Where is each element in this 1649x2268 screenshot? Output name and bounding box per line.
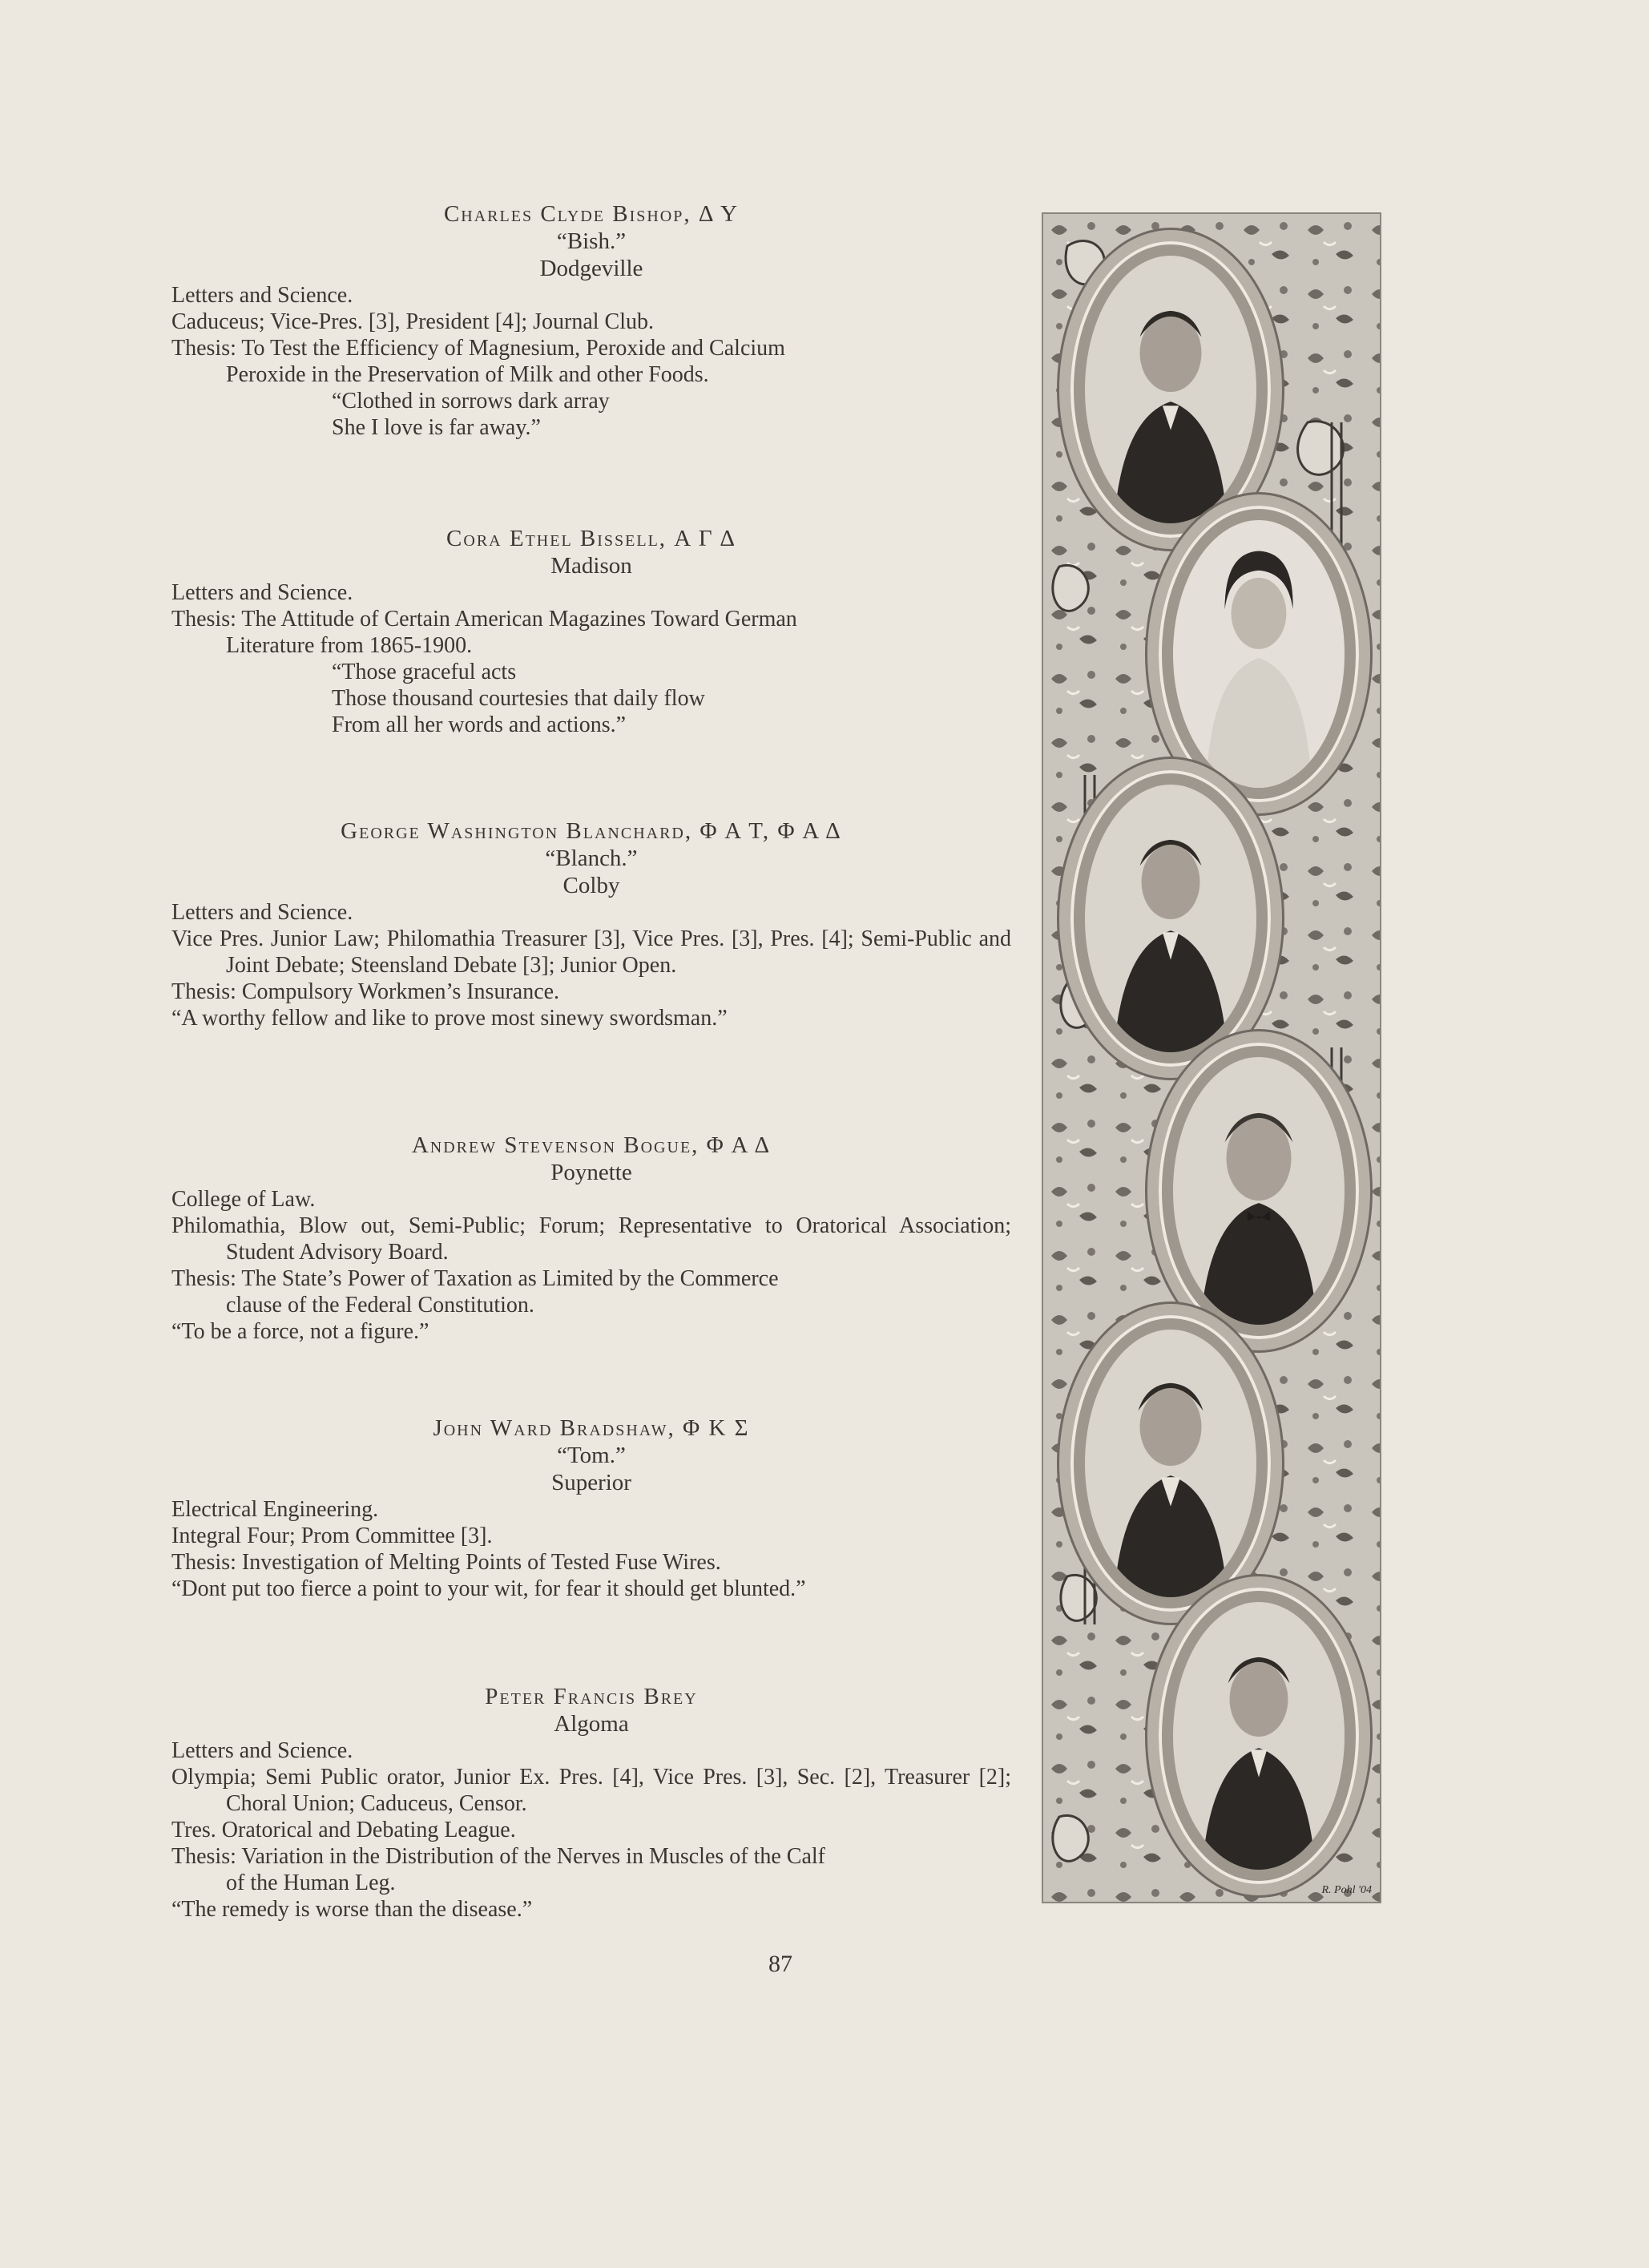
entry-name: George Washington Blanchard, Φ Α Τ, Φ Α Δ xyxy=(341,818,842,844)
entry-quote: “To be a force, not a figure.” xyxy=(171,1319,429,1344)
entry-thesis-cont: Peroxide in the Preservation of Milk and other Foods. xyxy=(226,362,709,387)
entry-hometown: Superior xyxy=(551,1470,631,1495)
entry-college: Electrical Engineering. xyxy=(171,1497,379,1522)
entry-hometown: Poynette xyxy=(550,1160,632,1185)
entry-college: College of Law. xyxy=(171,1187,316,1212)
portrait-brey xyxy=(1147,1576,1370,1895)
portrait-woman-icon xyxy=(1173,520,1345,788)
entry-activities: Philomathia, Blow out, Semi-Public; Forum; Representative to Oratorical Association; Student Advisory Board. xyxy=(171,1213,1011,1265)
entry-activities: Caduceus; Vice-Pres. [3], President [4]; Journal Club. xyxy=(171,309,655,334)
entry-hometown: Colby xyxy=(562,873,620,898)
portrait-man-icon xyxy=(1085,785,1256,1052)
portrait-man-icon xyxy=(1085,256,1256,523)
entry-thesis-cont: of the Human Leg. xyxy=(226,1870,396,1895)
entry-quote: She I love is far away.” xyxy=(332,415,541,440)
entry-quote: “Those graceful acts xyxy=(332,660,517,684)
entry-hometown: Dodgeville xyxy=(539,256,643,281)
entry-quote: From all her words and actions.” xyxy=(332,712,627,737)
entry-activities: Vice Pres. Junior Law; Philomathia Treasurer [3], Vice Pres. [3], Pres. [4]; Semi-Public and Joint Debate; Steensland Debate [3]; Junior Open. xyxy=(171,926,1011,978)
entry-activities: Olympia; Semi Public orator, Junior Ex. Pres. [4], Vice Pres. [3], Sec. [2], Treasurer [2]; Choral Union; Caduceus, Censor. xyxy=(171,1765,1011,1816)
portrait-bogue xyxy=(1147,1031,1370,1350)
entry-thesis: Thesis: The State’s Power of Taxation as Limited by the Commerce xyxy=(171,1266,779,1291)
entry-bishop xyxy=(171,200,1011,441)
entry-bogue xyxy=(171,1132,1011,1345)
artist-signature: R. Pohl '04 xyxy=(1321,1884,1372,1896)
portrait-ornament-strip xyxy=(1042,212,1381,1903)
entry-thesis: Thesis: Investigation of Melting Points of Tested Fuse Wires. xyxy=(171,1550,721,1575)
entry-name: Cora Ethel Bissell, Α Γ Δ xyxy=(446,526,736,551)
entry-activities: Integral Four; Prom Committee [3]. xyxy=(171,1523,493,1548)
entry-quote: “Dont put too fierce a point to your wit, for fear it should get blunted.” xyxy=(171,1576,806,1601)
entry-brey xyxy=(171,1683,1011,1923)
entry-bradshaw xyxy=(171,1414,1011,1602)
entry-name: Charles Clyde Bishop, Δ Υ xyxy=(443,201,740,227)
entry-college: Letters and Science. xyxy=(171,283,353,308)
entry-thesis: Thesis: Compulsory Workmen’s Insurance. xyxy=(171,979,560,1004)
entry-college: Letters and Science. xyxy=(171,1738,353,1763)
entry-blanchard xyxy=(171,817,1011,1031)
entry-college: Letters and Science. xyxy=(171,580,353,605)
entry-quote: “The remedy is worse than the disease.” xyxy=(171,1897,533,1922)
entry-nickname: “Blanch.” xyxy=(545,845,638,871)
entry-nickname: “Tom.” xyxy=(557,1443,626,1468)
entry-thesis-cont: clause of the Federal Constitution. xyxy=(226,1293,534,1318)
entry-quote: “A worthy fellow and like to prove most sinewy swordsman.” xyxy=(171,1006,728,1031)
portrait-bradshaw xyxy=(1059,1304,1282,1623)
portrait-man-icon xyxy=(1173,1602,1345,1870)
entry-quote: Those thousand courtesies that daily flow xyxy=(332,686,705,711)
entry-nickname: “Bish.” xyxy=(556,228,627,254)
entry-thesis: Thesis: To Test the Efficiency of Magnesium, Peroxide and Calcium xyxy=(171,336,785,361)
entry-hometown: Algoma xyxy=(554,1711,629,1737)
portrait-blanchard xyxy=(1059,759,1282,1078)
page-number: 87 xyxy=(768,1951,792,1977)
entry-thesis-cont: Literature from 1865-1900. xyxy=(226,633,473,658)
entry-thesis: Thesis: Variation in the Distribution of the Nerves in Muscles of the Calf xyxy=(171,1844,826,1869)
entry-hometown: Madison xyxy=(550,553,632,579)
entry-bissell xyxy=(171,525,1011,738)
entry-name: Peter Francis Brey xyxy=(485,1684,698,1709)
entry-name: Andrew Stevenson Bogue, Φ Α Δ xyxy=(411,1132,772,1158)
entry-quote: “Clothed in sorrows dark array xyxy=(332,389,610,414)
entry-college: Letters and Science. xyxy=(171,900,353,925)
portrait-man-icon xyxy=(1085,1330,1256,1597)
entry-activities-cont: Tres. Oratorical and Debating League. xyxy=(171,1818,516,1842)
portrait-man-icon xyxy=(1173,1057,1345,1325)
entry-name: John Ward Bradshaw, Φ Κ Σ xyxy=(433,1415,750,1441)
entry-thesis: Thesis: The Attitude of Certain American Magazines Toward German xyxy=(171,607,797,632)
